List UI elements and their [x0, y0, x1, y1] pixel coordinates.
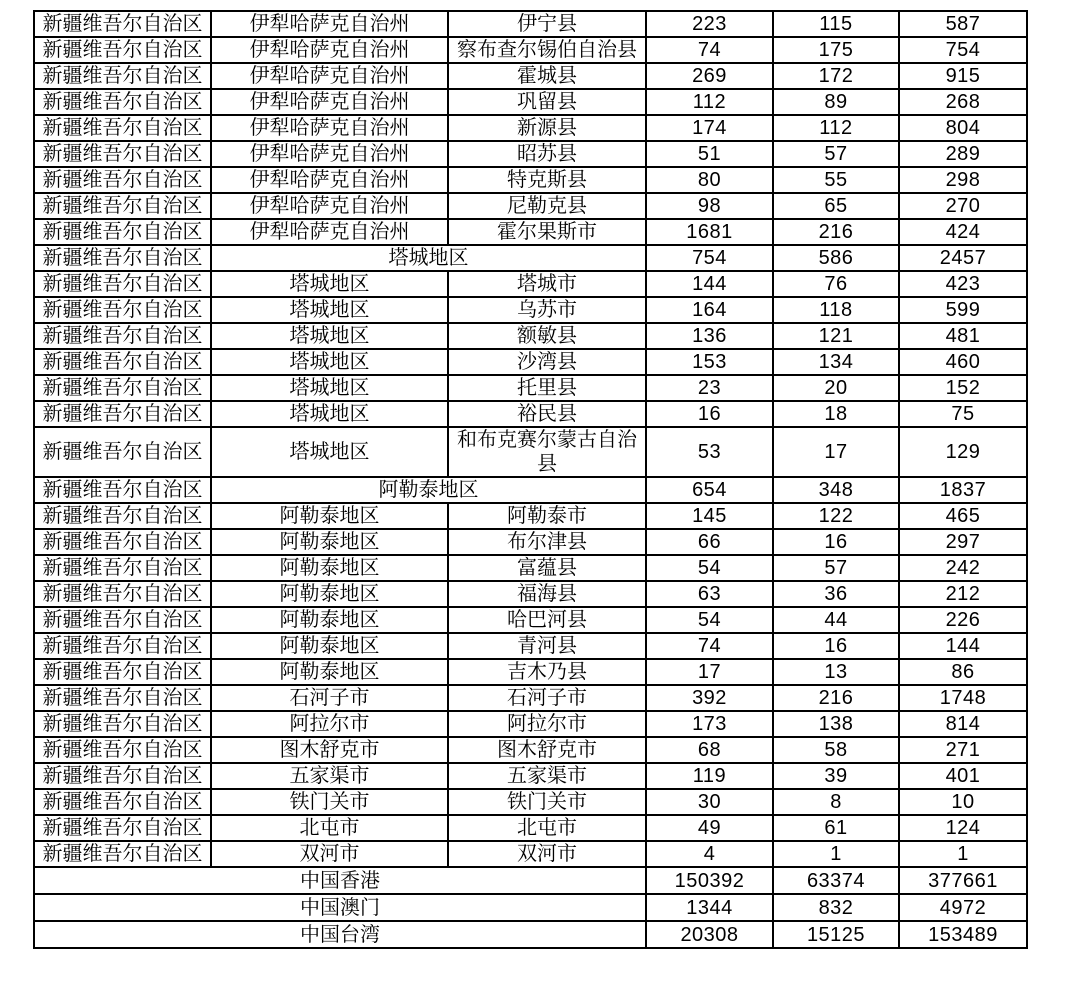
value-cell: 1: [899, 841, 1027, 867]
region-name-cell: 新疆维吾尔自治区: [34, 167, 211, 193]
region-name-cell: 塔城地区: [211, 297, 448, 323]
region-name-cell: 新疆维吾尔自治区: [34, 841, 211, 867]
table-row: [34, 427, 1027, 477]
table-row: [34, 11, 1027, 37]
value-cell: 1748: [899, 685, 1027, 711]
region-name-cell: 新疆维吾尔自治区: [34, 503, 211, 529]
value-cell: 55: [773, 167, 899, 193]
value-cell: 599: [899, 297, 1027, 323]
region-name-cell: 乌苏市: [448, 297, 646, 323]
region-name-cell: 新疆维吾尔自治区: [34, 401, 211, 427]
region-name-cell: 阿勒泰地区: [211, 633, 448, 659]
value-cell: 270: [899, 193, 1027, 219]
table-row: [34, 375, 1027, 401]
value-cell: 57: [773, 141, 899, 167]
value-cell: 173: [646, 711, 773, 737]
table-row: [34, 633, 1027, 659]
value-cell: 57: [773, 555, 899, 581]
table-row: [34, 63, 1027, 89]
value-cell: 124: [899, 815, 1027, 841]
region-name-cell: 新疆维吾尔自治区: [34, 297, 211, 323]
region-name-cell: 新疆维吾尔自治区: [34, 529, 211, 555]
value-cell: 152: [899, 375, 1027, 401]
region-name-cell: 双河市: [211, 841, 448, 867]
region-name-cell: 伊犁哈萨克自治州: [211, 89, 448, 115]
region-name-cell: 新疆维吾尔自治区: [34, 375, 211, 401]
region-name-cell: 塔城地区: [211, 427, 448, 477]
value-cell: 423: [899, 271, 1027, 297]
region-name-cell: 新疆维吾尔自治区: [34, 11, 211, 37]
region-name-cell: 伊犁哈萨克自治州: [211, 219, 448, 245]
value-cell: 98: [646, 193, 773, 219]
value-cell: 348: [773, 477, 899, 503]
value-cell: 80: [646, 167, 773, 193]
region-name-cell: 福海县: [448, 581, 646, 607]
region-name-cell: 新疆维吾尔自治区: [34, 555, 211, 581]
region-name-cell: 五家渠市: [448, 763, 646, 789]
region-name-cell: 霍尔果斯市: [448, 219, 646, 245]
region-name-cell: 伊宁县: [448, 11, 646, 37]
value-cell: 118: [773, 297, 899, 323]
value-cell: 39: [773, 763, 899, 789]
value-cell: 61: [773, 815, 899, 841]
value-cell: 144: [899, 633, 1027, 659]
value-cell: 4972: [899, 894, 1027, 921]
region-name-cell: 新疆维吾尔自治区: [34, 63, 211, 89]
region-name-cell: 图木舒克市: [211, 737, 448, 763]
table-row: [34, 529, 1027, 555]
table-row: [34, 659, 1027, 685]
value-cell: 138: [773, 711, 899, 737]
value-cell: 16: [773, 633, 899, 659]
region-name-cell: 阿勒泰地区: [211, 581, 448, 607]
region-name-cell: 和布克赛尔蒙古自治县: [448, 427, 646, 477]
value-cell: 66: [646, 529, 773, 555]
value-cell: 1681: [646, 219, 773, 245]
value-cell: 145: [646, 503, 773, 529]
value-cell: 119: [646, 763, 773, 789]
region-table-body: [34, 11, 1027, 948]
value-cell: 754: [899, 37, 1027, 63]
table-row: [34, 401, 1027, 427]
region-name-cell: 中国澳门: [34, 894, 646, 921]
region-name-cell: 新疆维吾尔自治区: [34, 141, 211, 167]
region-name-cell: 哈巴河县: [448, 607, 646, 633]
table-row: [34, 607, 1027, 633]
region-name-cell: 石河子市: [448, 685, 646, 711]
value-cell: 44: [773, 607, 899, 633]
value-cell: 89: [773, 89, 899, 115]
region-name-cell: 阿勒泰地区: [211, 659, 448, 685]
value-cell: 174: [646, 115, 773, 141]
region-name-cell: 石河子市: [211, 685, 448, 711]
region-name-cell: 塔城地区: [211, 375, 448, 401]
value-cell: 216: [773, 685, 899, 711]
value-cell: 226: [899, 607, 1027, 633]
table-row: [34, 141, 1027, 167]
region-name-cell: 阿勒泰地区: [211, 607, 448, 633]
value-cell: 65: [773, 193, 899, 219]
value-cell: 832: [773, 894, 899, 921]
region-name-cell: 新疆维吾尔自治区: [34, 737, 211, 763]
value-cell: 654: [646, 477, 773, 503]
value-cell: 136: [646, 323, 773, 349]
value-cell: 75: [899, 401, 1027, 427]
region-name-cell: 新疆维吾尔自治区: [34, 789, 211, 815]
region-name-cell: 新疆维吾尔自治区: [34, 89, 211, 115]
value-cell: 16: [773, 529, 899, 555]
value-cell: 121: [773, 323, 899, 349]
region-name-cell: 新疆维吾尔自治区: [34, 477, 211, 503]
value-cell: 68: [646, 737, 773, 763]
region-name-cell: 新疆维吾尔自治区: [34, 815, 211, 841]
region-name-cell: 铁门关市: [211, 789, 448, 815]
table-row: [34, 685, 1027, 711]
value-cell: 30: [646, 789, 773, 815]
value-cell: 23: [646, 375, 773, 401]
value-cell: 298: [899, 167, 1027, 193]
region-name-cell: 塔城地区: [211, 271, 448, 297]
region-name-cell: 新疆维吾尔自治区: [34, 115, 211, 141]
table-row: [34, 815, 1027, 841]
value-cell: 269: [646, 63, 773, 89]
region-name-cell: 布尔津县: [448, 529, 646, 555]
region-name-cell: 伊犁哈萨克自治州: [211, 115, 448, 141]
value-cell: 2457: [899, 245, 1027, 271]
value-cell: 1837: [899, 477, 1027, 503]
region-name-cell: 塔城地区: [211, 323, 448, 349]
value-cell: 76: [773, 271, 899, 297]
value-cell: 271: [899, 737, 1027, 763]
value-cell: 164: [646, 297, 773, 323]
region-name-cell: 塔城地区: [211, 245, 646, 271]
value-cell: 216: [773, 219, 899, 245]
region-name-cell: 双河市: [448, 841, 646, 867]
region-name-cell: 阿勒泰市: [448, 503, 646, 529]
region-name-cell: 阿勒泰地区: [211, 503, 448, 529]
region-name-cell: 霍城县: [448, 63, 646, 89]
table-sheet: [33, 10, 1028, 949]
value-cell: 268: [899, 89, 1027, 115]
value-cell: 36: [773, 581, 899, 607]
value-cell: 63: [646, 581, 773, 607]
region-name-cell: 伊犁哈萨克自治州: [211, 11, 448, 37]
value-cell: 54: [646, 555, 773, 581]
value-cell: 53: [646, 427, 773, 477]
region-name-cell: 新疆维吾尔自治区: [34, 323, 211, 349]
region-name-cell: 尼勒克县: [448, 193, 646, 219]
region-name-cell: 裕民县: [448, 401, 646, 427]
table-row: [34, 737, 1027, 763]
value-cell: 74: [646, 37, 773, 63]
region-name-cell: 阿勒泰地区: [211, 529, 448, 555]
region-name-cell: 富蕴县: [448, 555, 646, 581]
table-row: [34, 763, 1027, 789]
value-cell: 17: [773, 427, 899, 477]
table-row: [34, 245, 1027, 271]
value-cell: 144: [646, 271, 773, 297]
value-cell: 74: [646, 633, 773, 659]
value-cell: 377661: [899, 867, 1027, 894]
value-cell: 297: [899, 529, 1027, 555]
region-name-cell: 新疆维吾尔自治区: [34, 219, 211, 245]
region-name-cell: 图木舒克市: [448, 737, 646, 763]
value-cell: 17: [646, 659, 773, 685]
value-cell: 112: [646, 89, 773, 115]
region-name-cell: 新疆维吾尔自治区: [34, 245, 211, 271]
region-name-cell: 新疆维吾尔自治区: [34, 581, 211, 607]
table-row: [34, 349, 1027, 375]
region-name-cell: 青河县: [448, 633, 646, 659]
region-name-cell: 特克斯县: [448, 167, 646, 193]
table-row: [34, 867, 1027, 894]
region-name-cell: 新疆维吾尔自治区: [34, 763, 211, 789]
value-cell: 112: [773, 115, 899, 141]
region-name-cell: 新疆维吾尔自治区: [34, 271, 211, 297]
value-cell: 58: [773, 737, 899, 763]
region-name-cell: 新疆维吾尔自治区: [34, 193, 211, 219]
region-name-cell: 吉木乃县: [448, 659, 646, 685]
region-name-cell: 伊犁哈萨克自治州: [211, 141, 448, 167]
region-name-cell: 铁门关市: [448, 789, 646, 815]
value-cell: 1344: [646, 894, 773, 921]
region-name-cell: 五家渠市: [211, 763, 448, 789]
value-cell: 10: [899, 789, 1027, 815]
region-name-cell: 新疆维吾尔自治区: [34, 607, 211, 633]
table-row: [34, 894, 1027, 921]
region-name-cell: 新疆维吾尔自治区: [34, 685, 211, 711]
region-name-cell: 伊犁哈萨克自治州: [211, 63, 448, 89]
table-row: [34, 789, 1027, 815]
value-cell: 754: [646, 245, 773, 271]
value-cell: 915: [899, 63, 1027, 89]
value-cell: 16: [646, 401, 773, 427]
region-name-cell: 昭苏县: [448, 141, 646, 167]
region-name-cell: 中国香港: [34, 867, 646, 894]
region-name-cell: 额敏县: [448, 323, 646, 349]
region-name-cell: 新疆维吾尔自治区: [34, 659, 211, 685]
region-name-cell: 新疆维吾尔自治区: [34, 37, 211, 63]
value-cell: 20: [773, 375, 899, 401]
region-name-cell: 伊犁哈萨克自治州: [211, 167, 448, 193]
region-data-table: [33, 10, 1028, 949]
table-row: [34, 219, 1027, 245]
region-name-cell: 察布查尔锡伯自治县: [448, 37, 646, 63]
region-name-cell: 新疆维吾尔自治区: [34, 633, 211, 659]
value-cell: 18: [773, 401, 899, 427]
region-name-cell: 新疆维吾尔自治区: [34, 711, 211, 737]
value-cell: 814: [899, 711, 1027, 737]
table-row: [34, 37, 1027, 63]
table-row: [34, 711, 1027, 737]
value-cell: 460: [899, 349, 1027, 375]
region-name-cell: 新疆维吾尔自治区: [34, 349, 211, 375]
region-name-cell: 伊犁哈萨克自治州: [211, 37, 448, 63]
region-name-cell: 巩留县: [448, 89, 646, 115]
value-cell: 587: [899, 11, 1027, 37]
region-name-cell: 托里县: [448, 375, 646, 401]
value-cell: 49: [646, 815, 773, 841]
value-cell: 481: [899, 323, 1027, 349]
value-cell: 20308: [646, 921, 773, 948]
table-row: [34, 323, 1027, 349]
table-row: [34, 841, 1027, 867]
region-name-cell: 塔城地区: [211, 349, 448, 375]
region-name-cell: 新源县: [448, 115, 646, 141]
table-row: [34, 581, 1027, 607]
value-cell: 586: [773, 245, 899, 271]
value-cell: 289: [899, 141, 1027, 167]
value-cell: 424: [899, 219, 1027, 245]
value-cell: 134: [773, 349, 899, 375]
table-row: [34, 167, 1027, 193]
region-name-cell: 塔城地区: [211, 401, 448, 427]
value-cell: 1: [773, 841, 899, 867]
table-row: [34, 193, 1027, 219]
region-name-cell: 北屯市: [448, 815, 646, 841]
value-cell: 129: [899, 427, 1027, 477]
region-name-cell: 塔城市: [448, 271, 646, 297]
value-cell: 465: [899, 503, 1027, 529]
region-name-cell: 伊犁哈萨克自治州: [211, 193, 448, 219]
table-row: [34, 921, 1027, 948]
table-row: [34, 297, 1027, 323]
region-name-cell: 沙湾县: [448, 349, 646, 375]
table-row: [34, 89, 1027, 115]
value-cell: 153: [646, 349, 773, 375]
table-row: [34, 503, 1027, 529]
value-cell: 51: [646, 141, 773, 167]
region-name-cell: 阿勒泰地区: [211, 555, 448, 581]
value-cell: 115: [773, 11, 899, 37]
value-cell: 8: [773, 789, 899, 815]
region-name-cell: 中国台湾: [34, 921, 646, 948]
value-cell: 392: [646, 685, 773, 711]
value-cell: 212: [899, 581, 1027, 607]
value-cell: 86: [899, 659, 1027, 685]
value-cell: 172: [773, 63, 899, 89]
region-name-cell: 阿拉尔市: [448, 711, 646, 737]
region-name-cell: 阿拉尔市: [211, 711, 448, 737]
value-cell: 242: [899, 555, 1027, 581]
table-row: [34, 115, 1027, 141]
value-cell: 63374: [773, 867, 899, 894]
value-cell: 153489: [899, 921, 1027, 948]
value-cell: 4: [646, 841, 773, 867]
table-row: [34, 477, 1027, 503]
value-cell: 122: [773, 503, 899, 529]
region-name-cell: 新疆维吾尔自治区: [34, 427, 211, 477]
value-cell: 804: [899, 115, 1027, 141]
region-name-cell: 阿勒泰地区: [211, 477, 646, 503]
value-cell: 15125: [773, 921, 899, 948]
table-row: [34, 271, 1027, 297]
value-cell: 175: [773, 37, 899, 63]
value-cell: 13: [773, 659, 899, 685]
value-cell: 401: [899, 763, 1027, 789]
value-cell: 150392: [646, 867, 773, 894]
region-name-cell: 北屯市: [211, 815, 448, 841]
value-cell: 223: [646, 11, 773, 37]
value-cell: 54: [646, 607, 773, 633]
table-row: [34, 555, 1027, 581]
